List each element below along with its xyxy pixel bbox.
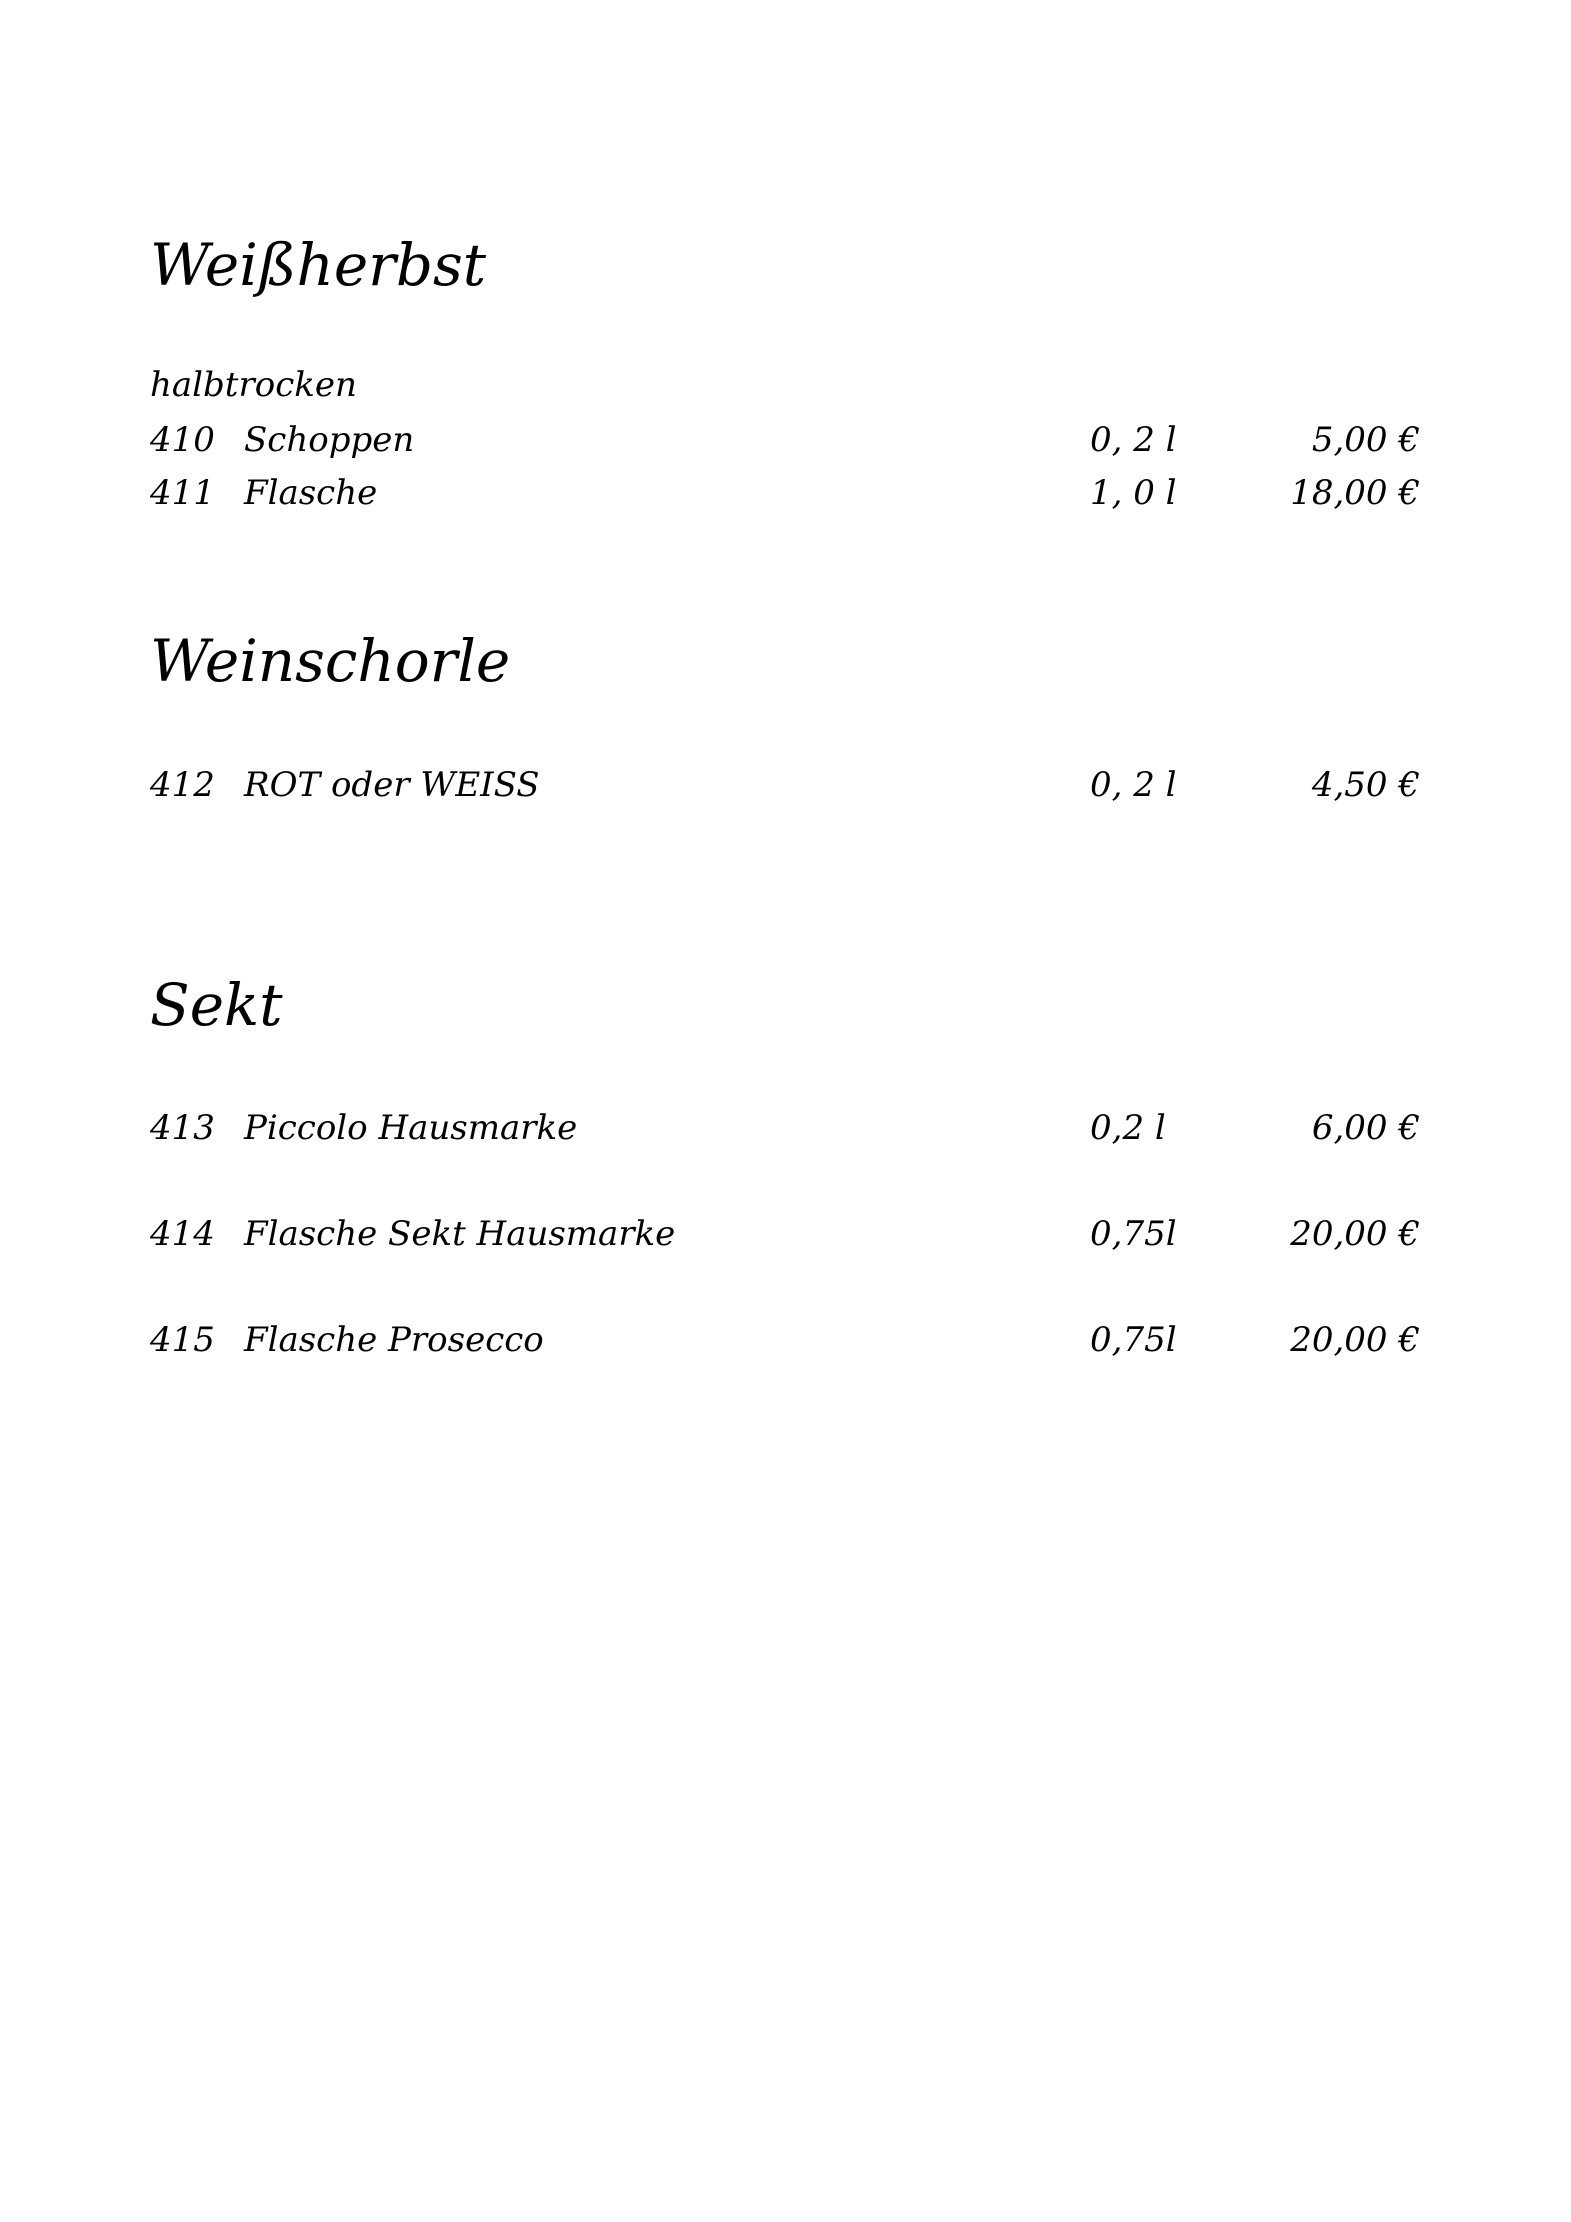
menu-item-414 <box>150 1212 1420 1256</box>
item-volume: 0,75l <box>1090 1320 1177 1360</box>
item-name: ROT oder WEISS <box>244 765 540 805</box>
item-number: 412 <box>150 765 215 805</box>
item-number: 411 <box>150 473 215 513</box>
item-price: 20,00 € <box>1290 1320 1420 1360</box>
item-price: 6,00 € <box>1311 1108 1420 1148</box>
item-name: Piccolo Hausmarke <box>244 1108 578 1148</box>
item-volume: 0,75l <box>1090 1214 1177 1254</box>
item-number: 414 <box>150 1214 215 1254</box>
item-price: 18,00 € <box>1290 473 1420 513</box>
item-volume: 1, 0 l <box>1090 473 1177 513</box>
item-volume: 0, 2 l <box>1090 765 1177 805</box>
item-number: 415 <box>150 1320 215 1360</box>
item-price: 20,00 € <box>1290 1214 1420 1254</box>
item-name: Flasche Sekt Hausmarke <box>244 1214 676 1254</box>
item-name: Flasche Prosecco <box>244 1320 544 1360</box>
item-price: 5,00 € <box>1311 420 1420 460</box>
menu-item-411 <box>150 471 1420 515</box>
item-volume: 0,2 l <box>1090 1108 1166 1148</box>
menu-item-412 <box>150 763 1420 807</box>
section-title-sekt: Sekt <box>150 971 283 1039</box>
menu-item-415 <box>150 1318 1420 1362</box>
menu-item-410 <box>150 418 1420 462</box>
section-title-weinschorle: Weinschorle <box>150 627 511 695</box>
section-subtitle: halbtrocken <box>150 365 357 405</box>
item-name: Schoppen <box>244 420 415 460</box>
item-number: 413 <box>150 1108 215 1148</box>
menu-item-413 <box>150 1106 1420 1150</box>
section-title-weissherbst: Weißherbst <box>150 231 487 299</box>
item-price: 4,50 € <box>1311 765 1420 805</box>
item-number: 410 <box>150 420 215 460</box>
item-name: Flasche <box>244 473 378 513</box>
item-volume: 0, 2 l <box>1090 420 1177 460</box>
